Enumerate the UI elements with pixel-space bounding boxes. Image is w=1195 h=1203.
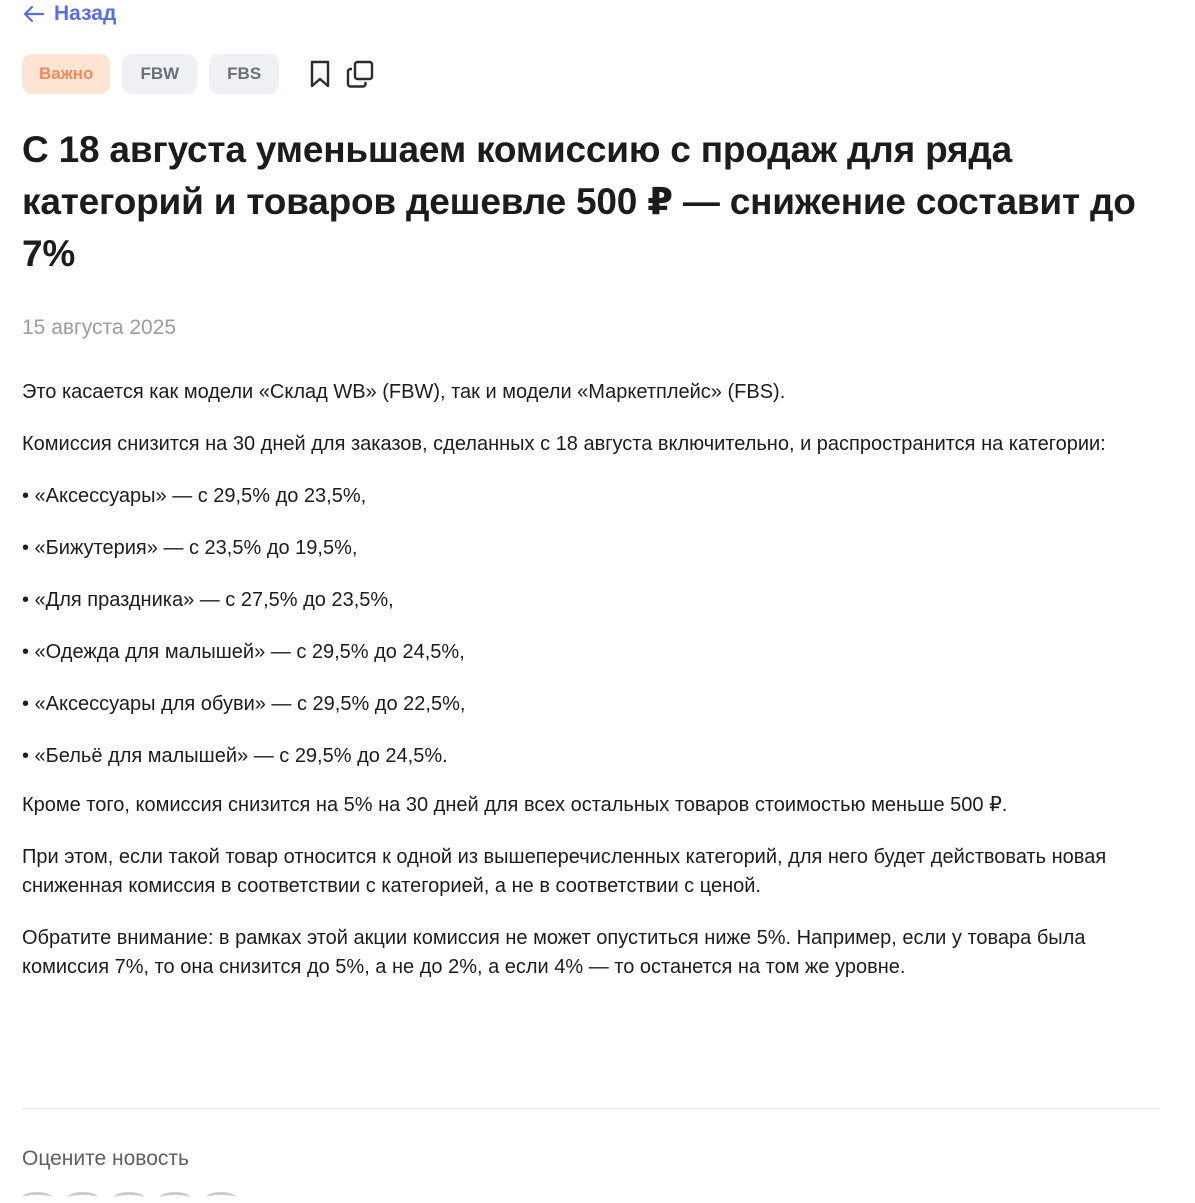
back-link[interactable] [22, 2, 116, 26]
list-item: • «Одежда для малышей» — с 29,5% до 24,5%, [22, 641, 465, 663]
arrow-left-icon [22, 4, 46, 24]
article-paragraph-note: Обратите внимание: в рамках этой акции комиссия не может опуститься ниже 5%. Например, если у товара была комиссия 7%, то она снизится до 5%, а не до 2%, а если 4% — то останется на том же уровне. [22, 927, 1086, 978]
article-paragraph-extra: Кроме того, комиссия снизится на 5% на 30 дней для всех остальных товаров стоимостью меньше 500 ₽. [22, 794, 1008, 816]
article-paragraph-category: При этом, если такой товар относится к одной из вышеперечисленных категорий, для него будет действовать новая сниженная комиссия в соответствии с категорией, а не в соответствии с ценой. [22, 846, 1107, 897]
list-item: • «Аксессуары» — с 29,5% до 23,5%, [22, 485, 367, 507]
bookmark-button[interactable] [303, 54, 337, 94]
tag-important[interactable]: Важно [22, 54, 110, 94]
rating-option[interactable] [114, 1192, 144, 1203]
rate-news-label: Оцените новость [22, 1147, 189, 1170]
tags-row [22, 54, 377, 94]
article-intro: Это касается как модели «Склад WB» (FBW), так и модели «Маркетплейс» (FBS). [22, 381, 786, 403]
divider [22, 1108, 1160, 1109]
article-title: С 18 августа уменьшаем комиссию с продаж для ряда категорий и товаров дешевле 500 ₽ — снижение составит до 7% [22, 129, 1136, 274]
list-item: • «Для праздника» — с 27,5% до 23,5%, [22, 589, 394, 611]
list-item: • «Бельё для малышей» — с 29,5% до 24,5%. [22, 745, 448, 767]
article-lead: Комиссия снизится на 30 дней для заказов, сделанных с 18 августа включительно, и распространится на категории: [22, 433, 1106, 455]
copy-button[interactable] [343, 54, 377, 94]
article-date: 15 августа 2025 [22, 316, 177, 339]
list-item: • «Аксессуары для обуви» — с 29,5% до 22,5%, [22, 693, 466, 715]
list-item: • «Бижутерия» — с 23,5% до 19,5%, [22, 537, 358, 559]
rating-option[interactable] [68, 1192, 98, 1203]
rating-option[interactable] [206, 1192, 236, 1203]
rating-option[interactable] [160, 1192, 190, 1203]
back-link-label: Назад [54, 2, 117, 25]
tag-fbw[interactable]: FBW [122, 54, 197, 94]
article-body [22, 378, 1162, 1005]
bookmark-icon [308, 59, 332, 89]
copy-icon [344, 58, 376, 90]
tag-fbs[interactable]: FBS [209, 54, 279, 94]
rating-options[interactable] [22, 1192, 252, 1203]
rating-option[interactable] [22, 1192, 52, 1203]
